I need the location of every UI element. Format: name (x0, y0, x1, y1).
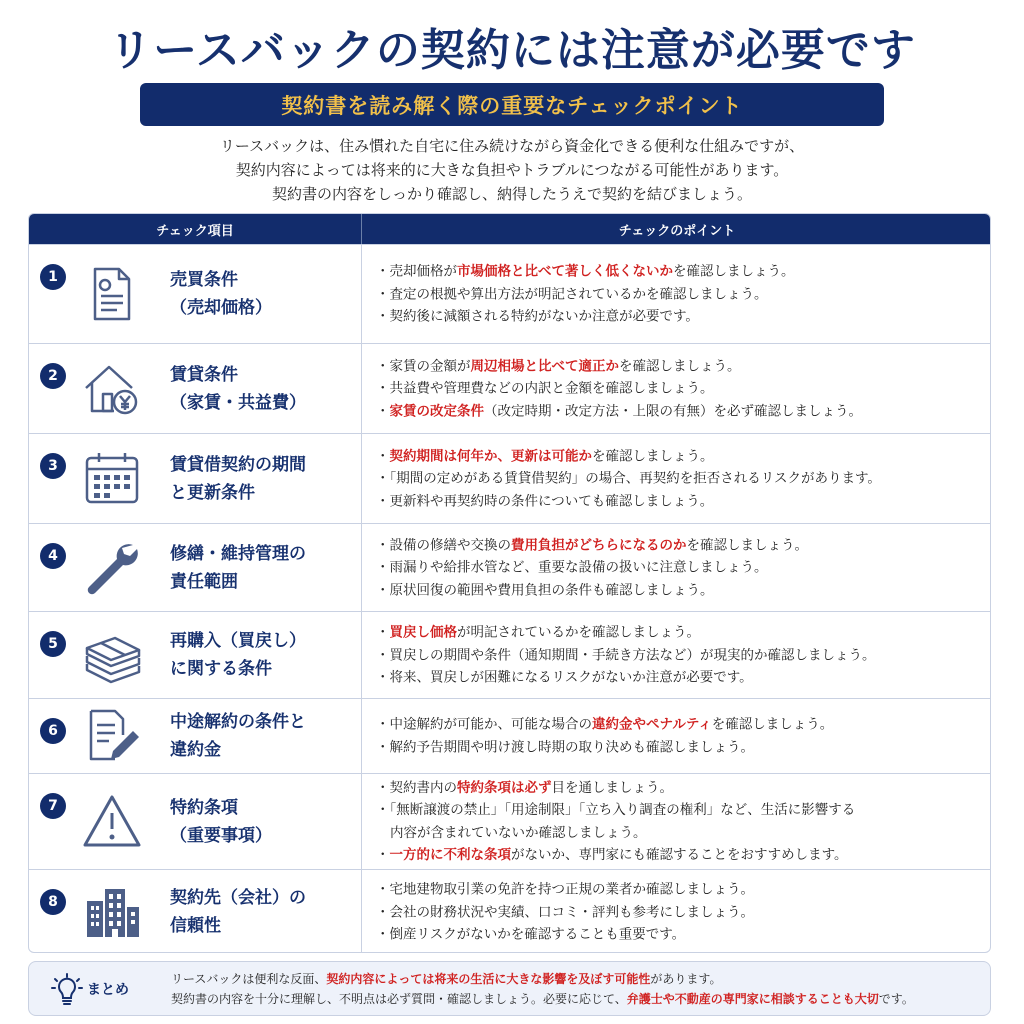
document-icon (81, 263, 143, 325)
item-title-line: 中途解約の条件と (170, 712, 306, 732)
check-point-line (376, 556, 808, 579)
page-title: リースバックの契約には注意が必要です (108, 25, 916, 76)
check-point-line (376, 467, 881, 490)
highlight-text: 契約内容によっては将来の生活に大きな影響を及ぼす可能性 (326, 972, 651, 986)
check-point-text: ・買戻しの期間や条件（通知期間・手続き方法など）が現実的か確認しましょう。 (376, 646, 876, 663)
check-item-cell (29, 344, 362, 433)
check-point-text: を確認しましょう。 (619, 357, 741, 374)
header-check-item: チェック項目 (29, 214, 362, 244)
item-title (170, 451, 306, 507)
check-point-text: ・更新料や再契約時の条件についても確認しましょう。 (376, 492, 714, 509)
summary-text-segment: リースバックは便利な反面、 (171, 972, 327, 986)
check-point-line (376, 579, 808, 602)
check-point-text: ・会社の財務状況や実績、口コミ・評判も参考にしましょう。 (376, 903, 754, 920)
item-number-badge: 4 (40, 543, 66, 569)
item-number-badge: 5 (40, 631, 66, 657)
highlight-text: 買戻し価格 (389, 624, 457, 641)
check-item-cell (29, 245, 362, 343)
check-point-text: を確認しましょう。 (592, 447, 714, 464)
item-title (170, 627, 306, 683)
check-point-text: ・倒産リスクがないかを確認することも重要です。 (376, 926, 686, 943)
check-point-text: （改定時期・改定方法・上限の有無）を必ず確認しましょう。 (484, 402, 862, 419)
check-item-cell (29, 870, 362, 953)
check-point-text: 目を通しましょう。 (551, 779, 673, 796)
check-point-text: ・共益費や管理費などの内訳と金額を確認しましょう。 (376, 380, 714, 397)
check-point-text: ・「無断譲渡の禁止」「用途制限」「立ち入り調査の権利」など、生活に影響する (376, 802, 856, 818)
item-title-line: （売却価格） (170, 298, 272, 318)
item-title-line: 売買条件 (170, 270, 238, 290)
check-point-line (376, 878, 754, 901)
item-title (170, 708, 306, 764)
table-header (29, 214, 991, 244)
item-title-line: 違約金 (170, 740, 221, 760)
check-point-text: を確認しましょう。 (711, 716, 834, 733)
check-point-text: ・ (376, 447, 390, 464)
check-point-text: ・設備の修繕や交換の (376, 536, 511, 553)
summary-line (171, 989, 914, 1009)
check-point-text: ・査定の根拠や算出方法が明記されているかを確認しましょう。 (376, 285, 768, 302)
summary-line (171, 969, 914, 989)
item-title-line: 特約条項 (170, 797, 238, 818)
check-point-line (376, 283, 795, 306)
check-point-text: ・将来、買戻しが困難になるリスクがないか注意が必要です。 (376, 669, 753, 686)
highlight-text: 周辺相場と比べて適正か (470, 357, 619, 374)
highlight-text: 家賃の改定条件 (389, 402, 484, 419)
check-point-cell (376, 621, 876, 689)
calendar-icon (81, 448, 143, 510)
table-row (29, 611, 991, 698)
check-item-cell (29, 524, 362, 611)
item-number-badge: 7 (40, 793, 66, 819)
item-title-line: と更新条件 (170, 482, 255, 503)
item-number-badge: 3 (40, 453, 66, 479)
intro-line: 契約内容によっては将来的に大きな負担やトラブルにつながる可能性があります。 (235, 161, 789, 179)
table-row (29, 343, 991, 433)
item-title (170, 540, 306, 596)
document-pen-icon (81, 705, 143, 767)
check-point-line (376, 901, 754, 924)
highlight-text: 市場価格と比べて著しく低くないか (457, 263, 673, 280)
check-point-text: が明記されているかを確認しましょう。 (457, 624, 700, 641)
item-number-badge: 2 (40, 363, 66, 389)
check-point-text: ・中途解約が可能か、可能な場合の (376, 716, 592, 733)
summary-text-segment: 契約書の内容を十分に理解し、不明点は必ず質問・確認しましょう。必要に応じて、 (171, 992, 627, 1006)
check-point-line (376, 736, 833, 759)
item-title (170, 794, 272, 850)
check-point-line (376, 260, 795, 283)
check-point-text: を確認しましょう。 (686, 536, 808, 553)
check-point-cell (376, 878, 754, 946)
check-point-line (376, 714, 833, 737)
money-stack-icon (81, 624, 143, 686)
check-point-line (376, 400, 862, 423)
check-item-cell (29, 774, 362, 869)
check-item-cell (29, 612, 362, 698)
check-point-text: ・売却価格が (376, 263, 457, 280)
check-point-line (376, 377, 862, 400)
check-point-line (376, 666, 876, 689)
item-number-badge: 1 (40, 264, 66, 290)
item-number-badge: 6 (40, 718, 66, 744)
check-point-line (376, 445, 881, 468)
item-number-badge: 8 (40, 889, 66, 915)
check-point-cell (376, 714, 833, 759)
table-row (29, 698, 991, 773)
item-title-line: に関する条件 (170, 659, 272, 679)
check-point-line (376, 490, 881, 513)
item-title (170, 266, 272, 322)
table-row (29, 773, 991, 869)
item-title-line: （重要事項） (170, 825, 272, 846)
check-point-text: ・解約予告期間や明け渡し時期の取り決めも確認しましょう。 (376, 739, 754, 755)
header-check-point: チェックのポイント (618, 223, 736, 239)
highlight-text: 費用負担がどちらになるのか (511, 536, 687, 553)
check-point-text: がないか、専門家にも確認することをおすすめします。 (511, 847, 848, 863)
check-point-text: ・ (376, 624, 390, 641)
check-item-cell (29, 434, 362, 523)
check-point-line (376, 305, 795, 328)
item-title (170, 884, 306, 940)
check-point-text: ・ (376, 402, 390, 419)
intro-line: リースバックは、住み慣れた自宅に住み続けながら資金化できる便利な仕組みですが、 (219, 137, 805, 155)
check-point-text: ・契約書内の (376, 779, 457, 796)
item-title-line: 賃貸条件 (170, 364, 238, 385)
subtitle-banner: 契約書を読み解く際の重要なチェックポイント (140, 83, 884, 126)
check-point-cell (376, 260, 795, 328)
summary-box (28, 961, 991, 1016)
building-icon (81, 881, 143, 943)
table-row (29, 523, 991, 611)
check-point-line (376, 777, 855, 800)
check-point-text: ・原状回復の範囲や費用負担の条件も確認しましょう。 (376, 581, 714, 598)
highlight-text: 契約期間は何年か、更新は可能か (389, 447, 592, 464)
intro-text (0, 134, 1024, 206)
check-point-text: 内容が含まれていないか確認しましょう。 (390, 824, 647, 841)
check-point-line (376, 923, 754, 946)
check-point-text: ・ (376, 847, 390, 863)
highlight-text: 違約金やペナルティ (592, 716, 712, 733)
check-point-line (376, 534, 808, 557)
check-point-line (376, 644, 876, 667)
summary-text-segment: です。 (878, 992, 914, 1006)
summary-text (171, 969, 914, 1009)
check-point-cell (376, 777, 855, 867)
check-point-text: ・契約後に減額される特約がないか注意が必要です。 (376, 308, 699, 325)
check-point-text: ・宅地建物取引業の免許を持つ正規の業者か確認しましょう。 (376, 881, 754, 898)
wrench-icon (81, 537, 143, 599)
item-title-line: 賃貸借契約の期間 (170, 454, 306, 475)
table-row (29, 869, 991, 953)
check-point-text: ・「期間の定めがある賃貸借契約」の場合、再契約を拒否されるリスクがあります。 (376, 470, 881, 487)
check-point-line (376, 355, 862, 378)
check-point-cell (376, 445, 881, 513)
intro-line: 契約書の内容をしっかり確認し、納得したうえで契約を結びましょう。 (271, 185, 752, 203)
check-point-line (376, 822, 855, 845)
item-title-line: 信頼性 (170, 916, 221, 936)
highlight-text: 一方的に不利な条項 (389, 847, 511, 863)
check-point-line (376, 621, 876, 644)
summary-label: まとめ (87, 982, 129, 998)
item-title-line: 責任範囲 (170, 571, 238, 592)
check-point-text: ・雨漏りや給排水管など、重要な設備の扱いに注意しましょう。 (376, 559, 768, 576)
summary-text-segment: があります。 (650, 972, 722, 986)
check-point-line (376, 799, 855, 822)
warning-icon (81, 791, 143, 853)
check-point-line (376, 844, 855, 867)
highlight-text: 弁護士や不動産の専門家に相談することも大切 (626, 992, 879, 1006)
check-point-cell (376, 534, 808, 602)
check-point-text: を確認しましょう。 (673, 263, 795, 280)
check-item-cell (29, 699, 362, 773)
highlight-text: 特約条項は必ず (457, 779, 552, 796)
check-point-text: ・家賃の金額が (376, 357, 471, 374)
lightbulb-icon (47, 970, 87, 1010)
check-point-cell (376, 355, 862, 423)
checklist-table (28, 213, 991, 953)
table-row (29, 433, 991, 523)
item-title-line: （家賃・共益費） (170, 392, 306, 413)
table-row (29, 244, 991, 343)
item-title-line: 修繕・維持管理の (170, 543, 306, 564)
item-title-line: 契約先（会社）の (170, 888, 306, 908)
house-yen-icon (81, 358, 143, 420)
item-title-line: 再購入（買戻し） (170, 631, 306, 651)
item-title (170, 361, 306, 417)
